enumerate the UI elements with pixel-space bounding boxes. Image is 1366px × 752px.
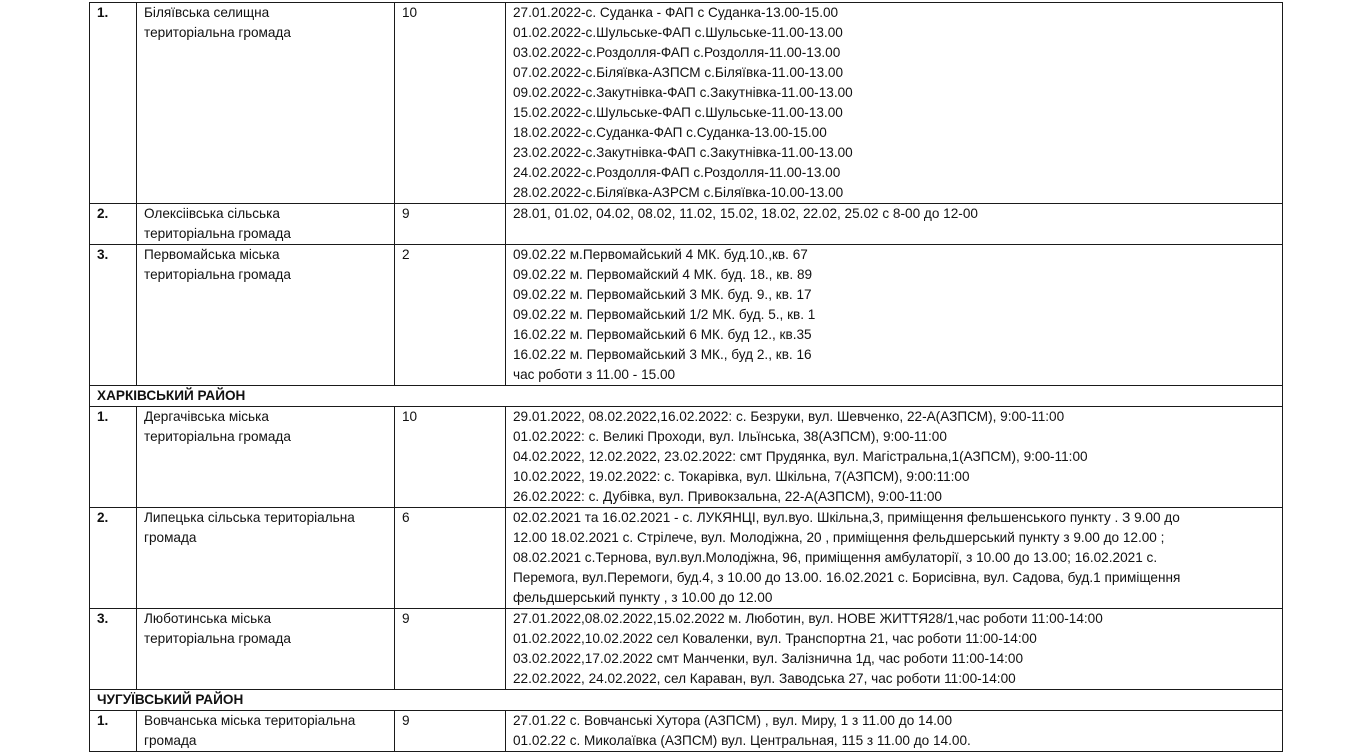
community-name-line: територіальна громада xyxy=(144,267,291,282)
row-number: 3. xyxy=(90,245,137,386)
schedule-line: 08.02.2021 с.Тернова, вул.вул.Молодіжна, 96, приміщення амбулаторії, з 10.00 до 13.00; 16.02.2021 с. xyxy=(513,550,1158,565)
schedule-line: Перемога, вул.Перемоги, буд.4, з 10.00 до 13.00. 16.02.2021 с. Борисівна, вул. Садова, буд.1 приміщення xyxy=(513,570,1181,585)
visit-count: 10 xyxy=(395,3,506,204)
row-number: 1. xyxy=(90,407,137,508)
community-name-line: Липецька сільська територіальна xyxy=(144,510,355,525)
community-name-line: Первомайська міська xyxy=(144,247,280,262)
community-name-line: Вовчанська міська територіальна xyxy=(144,713,356,728)
schedule-line: 28.02.2022-с.Біляївка-АЗРСМ с.Біляївка-10.00-13.00 xyxy=(513,185,844,200)
row-number: 1. xyxy=(90,711,137,752)
schedule-line: 29.01.2022, 08.02.2022,16.02.2022: с. Безруки, вул. Шевченко, 22-А(АЗПСМ), 9:00-11:00 xyxy=(513,409,1065,424)
community-name xyxy=(137,508,395,609)
schedule-cell xyxy=(506,609,1283,690)
schedule-line: 01.02.2022: с. Великі Проходи, вул. Ільїнська, 38(АЗПСМ), 9:00-11:00 xyxy=(513,429,947,444)
schedule-line: 24.02.2022-с.Роздолля-ФАП с.Роздолля-11.00-13.00 xyxy=(513,165,841,180)
schedule-line: 18.02.2022-с.Суданка-ФАП с.Суданка-13.00-15.00 xyxy=(513,125,827,140)
community-name-line: Дергачівська міська xyxy=(144,409,269,424)
schedule-line: 07.02.2022-с.Біляївка-АЗПСМ с.Біляївка-11.00-13.00 xyxy=(513,65,844,80)
district-heading: ЧУГУЇВСЬКИЙ РАЙОН xyxy=(90,690,1283,711)
visit-count: 10 xyxy=(395,407,506,508)
visit-count: 6 xyxy=(395,508,506,609)
community-name-line: громада xyxy=(144,733,197,748)
table-row xyxy=(90,407,1283,508)
schedule-line: фельдшерський пункту , з 10.00 до 12.00 xyxy=(513,590,773,605)
schedule-cell xyxy=(506,711,1283,752)
community-name-line: Люботинська міська xyxy=(144,611,272,626)
schedule-line: 15.02.2022-с.Шульське-ФАП с.Шульське-11.00-13.00 xyxy=(513,105,843,120)
schedule-table xyxy=(89,2,1283,752)
table-row xyxy=(90,609,1283,690)
community-name-line: територіальна громада xyxy=(144,25,291,40)
community-name-line: територіальна громада xyxy=(144,631,291,646)
community-name xyxy=(137,609,395,690)
schedule-cell xyxy=(506,204,1283,245)
community-name-line: громада xyxy=(144,530,197,545)
community-name-line: Олексіівська сільська xyxy=(144,206,280,221)
community-name xyxy=(137,245,395,386)
schedule-line: 27.01.2022,08.02.2022,15.02.2022 м. Люботин, вул. НОВЕ ЖИТТЯ28/1,час роботи 11:00-14:00 xyxy=(513,611,1103,626)
schedule-line: 01.02.22 с. Миколаївка (АЗПСМ) вул. Центральная, 115 з 11.00 до 14.00. xyxy=(513,733,971,748)
schedule-line: 09.02.2022-с.Закутнівка-ФАП с.Закутнівка-11.00-13.00 xyxy=(513,85,853,100)
schedule-line: 26.02.2022: с. Дубівка, вул. Привокзальна, 22-А(АЗПСМ), 9:00-11:00 xyxy=(513,489,942,504)
table-row xyxy=(90,204,1283,245)
schedule-line: 23.02.2022-с.Закутнівка-ФАП с.Закутнівка-11.00-13.00 xyxy=(513,145,853,160)
schedule-line: час роботи з 11.00 - 15.00 xyxy=(513,367,676,382)
schedule-line: 27.01.2022-с. Суданка - ФАП с Суданка-13.00-15.00 xyxy=(513,5,839,20)
table-row xyxy=(90,508,1283,609)
schedule-line: 03.02.2022-с.Роздолля-ФАП с.Роздолля-11.00-13.00 xyxy=(513,45,841,60)
community-name xyxy=(137,204,395,245)
table-row xyxy=(90,245,1283,386)
visit-count: 9 xyxy=(395,204,506,245)
schedule-line: 28.01, 01.02, 04.02, 08.02, 11.02, 15.02, 18.02, 22.02, 25.02 с 8-00 до 12-00 xyxy=(513,206,978,221)
schedule-line: 16.02.22 м. Первомайський 6 МК. буд 12., кв.35 xyxy=(513,327,812,342)
community-name xyxy=(137,3,395,204)
row-number: 2. xyxy=(90,204,137,245)
community-name-line: Біляївська селищна xyxy=(144,5,270,20)
schedule-line: 09.02.22 м. Первомайський 1/2 МК. буд. 5., кв. 1 xyxy=(513,307,816,322)
schedule-line: 04.02.2022, 12.02.2022, 23.02.2022: смт Прудянка, вул. Магістральна,1(АЗПСМ), 9:00-11:00 xyxy=(513,449,1088,464)
district-row xyxy=(90,690,1283,711)
community-name xyxy=(137,711,395,752)
schedule-line: 03.02.2022,17.02.2022 смт Манченки, вул. Залізнична 1д, час роботи 11:00-14:00 xyxy=(513,651,1024,666)
schedule-cell xyxy=(506,3,1283,204)
community-name-line: територіальна громада xyxy=(144,226,291,241)
schedule-line: 22.02.2022, 24.02.2022, сел Караван, вул. Заводська 27, час роботи 11:00-14:00 xyxy=(513,671,1016,686)
visit-count: 9 xyxy=(395,711,506,752)
community-name xyxy=(137,407,395,508)
visit-count: 9 xyxy=(395,609,506,690)
schedule-line: 09.02.22 м. Первомайский 4 МК. буд. 18., кв. 89 xyxy=(513,267,813,282)
schedule-table-body xyxy=(90,3,1283,752)
district-heading: ХАРКІВСЬКИЙ РАЙОН xyxy=(90,386,1283,407)
schedule-cell xyxy=(506,508,1283,609)
schedule-line: 27.01.22 с. Вовчанські Хутора (АЗПСМ) , вул. Миру, 1 з 11.00 до 14.00 xyxy=(513,713,953,728)
schedule-line: 02.02.2021 та 16.02.2021 - с. ЛУКЯНЦІ, вул.вуо. Шкільна,3, приміщення фельшенського пункту . З 9.00 до xyxy=(513,510,1180,525)
schedule-line: 09.02.22 м. Первомайський 3 МК. буд. 9., кв. 17 xyxy=(513,287,812,302)
row-number: 3. xyxy=(90,609,137,690)
schedule-line: 09.02.22 м.Первомайський 4 МК. буд.10.,кв. 67 xyxy=(513,247,808,262)
schedule-line: 01.02.2022,10.02.2022 сел Коваленки, вул. Транспортна 21, час роботи 11:00-14:00 xyxy=(513,631,1037,646)
schedule-line: 16.02.22 м. Первомайський 3 МК., буд 2., кв. 16 xyxy=(513,347,812,362)
row-number: 1. xyxy=(90,3,137,204)
schedule-cell xyxy=(506,245,1283,386)
schedule-line: 10.02.2022, 19.02.2022: с. Токарівка, вул. Шкільна, 7(АЗПСМ), 9:00:11:00 xyxy=(513,469,970,484)
table-row xyxy=(90,711,1283,752)
schedule-cell xyxy=(506,407,1283,508)
schedule-line: 01.02.2022-с.Шульське-ФАП с.Шульське-11.00-13.00 xyxy=(513,25,843,40)
table-row xyxy=(90,3,1283,204)
community-name-line: територіальна громада xyxy=(144,429,291,444)
row-number: 2. xyxy=(90,508,137,609)
schedule-line: 12.00 18.02.2021 с. Стрілече, вул. Молодіжна, 20 , приміщення фельдшерський пункту з 9.00 до 12.00 ; xyxy=(513,530,1165,545)
district-row xyxy=(90,386,1283,407)
visit-count: 2 xyxy=(395,245,506,386)
